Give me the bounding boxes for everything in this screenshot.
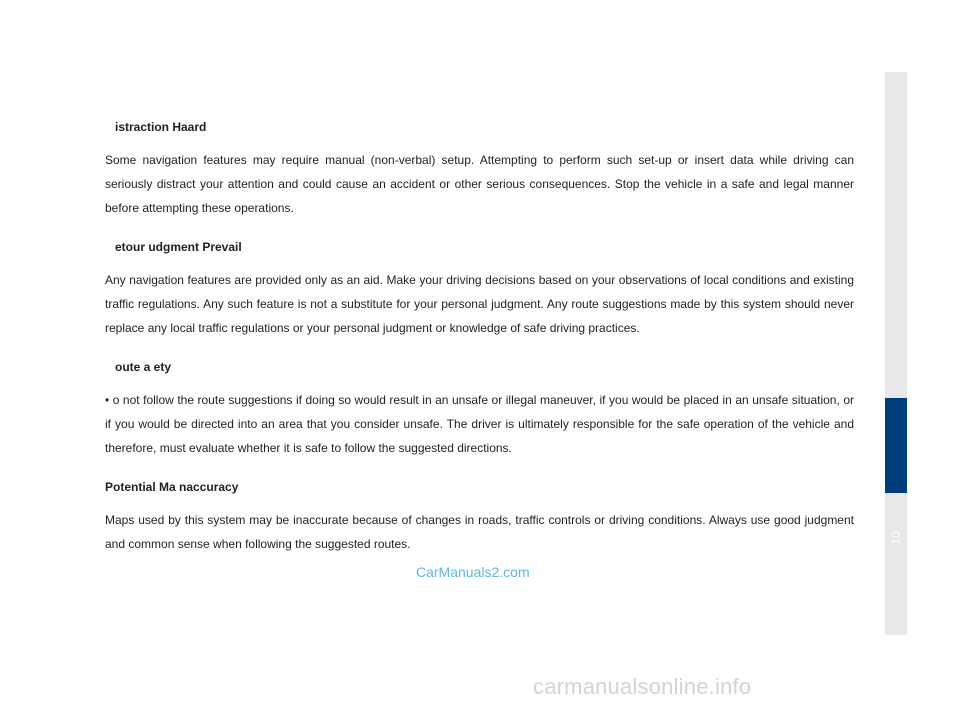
side-tab-active-marker <box>885 398 907 493</box>
page-number: 10 <box>889 531 903 545</box>
manual-content <box>105 118 854 556</box>
side-tab-strip <box>885 72 907 635</box>
section-body-map-inaccuracy: Maps used by this system may be inaccurate because of changes in roads, traffic controls or driving conditions. Always use good judgment and common sense when following the suggested routes. <box>105 513 854 551</box>
section-body-route-safety: • o not follow the route suggestions if doing so would result in an unsafe or illegal maneuver, if you would be placed in an unsafe situation, or if you would be directed into an area that you consider unsafe. The driver is ultimately responsible for the safe operation of the vehicle and therefore, must evaluate whether it is safe to follow the suggested directions. <box>105 393 854 455</box>
section-heading-map-inaccuracy: Potential Ma naccuracy <box>105 480 239 494</box>
section-body-distraction: Some navigation features may require manual (non-verbal) setup. Attempting to perform such set-up or insert data while driving can seriously distract your attention and could cause an accident or other serious consequences. Stop the vehicle in a safe and legal manner before attempting these operations. <box>105 153 854 215</box>
section-heading-route-safety: oute a ety <box>115 360 172 374</box>
footer-watermark: carmanualsonline.info <box>533 674 752 699</box>
section-body-detour: Any navigation features are provided only as an aid. Make your driving decisions based on your observations of local conditions and existing traffic regulations. Any such feature is not a substitute for your personal judgment. Any route suggestions made by this system should never replace any local traffic regulations or your personal judgment or knowledge of safe driving practices. <box>105 273 854 335</box>
carmanuals-watermark: CarManuals2.com <box>416 564 530 580</box>
section-heading-detour: etour udgment Prevail <box>115 240 242 254</box>
section-heading-distraction: istraction Haard <box>115 120 207 134</box>
